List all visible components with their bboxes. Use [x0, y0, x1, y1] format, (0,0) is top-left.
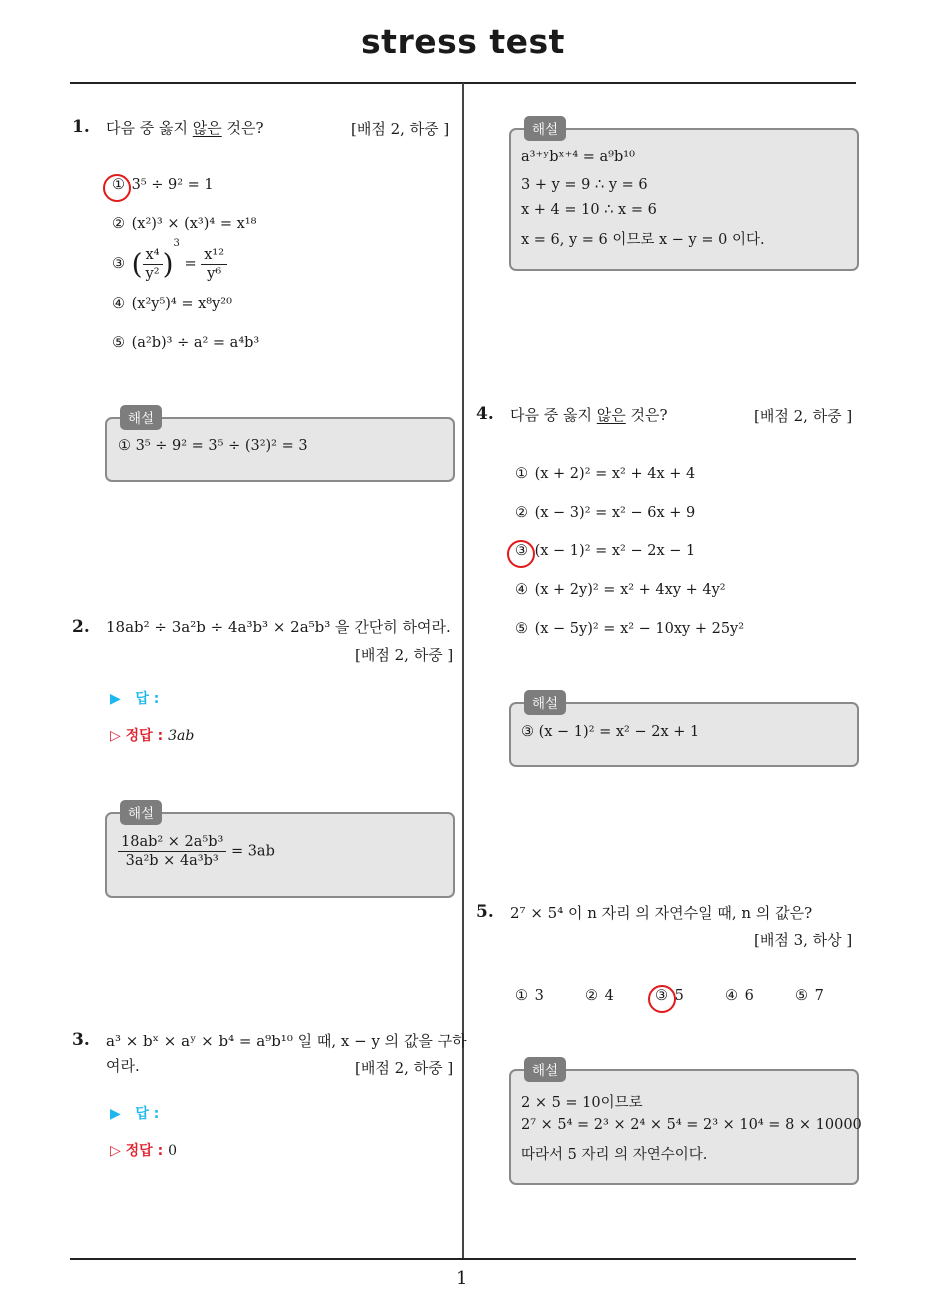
- q3-solution-line-4: x = 6, y = 6 이므로 x − y = 0 이다.: [521, 232, 765, 248]
- q4-option-5[interactable]: ⑤ (x − 5y)² = x² − 10xy + 25y²: [515, 621, 745, 637]
- q3-number: 3.: [72, 1030, 90, 1050]
- q4-text: 다음 중 옳지 않은 것은?: [510, 406, 668, 424]
- q5-solution-line-3: 따라서 5 자리 의 자연수이다.: [521, 1147, 708, 1163]
- q1-number: 1.: [72, 117, 90, 137]
- q5-option-2[interactable]: ② 4: [585, 988, 614, 1004]
- q4-answer-mark: [507, 540, 535, 568]
- q1-option-3[interactable]: ③ ( $\frac{\text{x⁴}}{\text{y²}}$ )$^3$ = $\frac{\text{x¹²}}{\text{y⁶}}$: [110, 244, 227, 283]
- q4-solution-label: 해설: [524, 690, 566, 715]
- q5-option-4[interactable]: ④ 6: [725, 988, 754, 1004]
- q5-option-3[interactable]: ③ 5: [655, 988, 684, 1004]
- q3-answer-row[interactable]: ▶ 답 :: [110, 1106, 160, 1122]
- q2-correct-row: ▷ 정답 : 3ab: [110, 728, 195, 744]
- q1-option-2[interactable]: ② (x²)³ × (x³)⁴ = x¹⁸: [112, 216, 257, 232]
- q3-text-line1: a³ × bˣ × aʸ × b⁴ = a⁹b¹⁰ 일 때, x − y 의 값을 구하: [106, 1032, 467, 1050]
- q2-answer-row[interactable]: ▶ 답 :: [110, 691, 160, 707]
- q3-solution-line-2: 3 + y = 9 ∴ y = 6: [521, 177, 648, 193]
- q5-number: 5.: [476, 902, 494, 922]
- q2-number: 2.: [72, 617, 90, 637]
- q3-tag: [배점 2, 하중 ]: [355, 1059, 454, 1077]
- q1-text: 다음 중 옳지 않은 것은?: [106, 119, 264, 137]
- q2-tag: [배점 2, 하중 ]: [355, 646, 454, 664]
- page-number: 1: [456, 1268, 468, 1289]
- q2-text: 18ab² ÷ 3a²b ÷ 4a³b³ × 2a⁵b³ 을 간단히 하여라.: [106, 618, 451, 636]
- q4-option-4[interactable]: ④ (x + 2y)² = x² + 4xy + 4y²: [515, 582, 726, 598]
- q5-text: 2⁷ × 5⁴ 이 n 자리 의 자연수일 때, n 의 값은?: [510, 904, 813, 922]
- q5-solution-label: 해설: [524, 1057, 566, 1082]
- q1-option-5[interactable]: ⑤ (a²b)³ ÷ a² = a⁴b³: [112, 335, 260, 351]
- q1-solution-label: 해설: [120, 405, 162, 430]
- footer-rule: [70, 1258, 856, 1260]
- q4-number: 4.: [476, 404, 494, 424]
- q5-solution-line-2: 2⁷ × 5⁴ = 2³ × 2⁴ × 5⁴ = 2³ × 10⁴ = 8 × 10000: [521, 1117, 862, 1133]
- q2-solution-text: $\frac{\text{18ab² × 2a⁵b³}}{\text{3a²b × 4a³b³}}$ = 3ab: [118, 833, 275, 870]
- q4-option-1[interactable]: ① (x + 2)² = x² + 4x + 4: [515, 466, 696, 482]
- q3-solution-line-1: a³⁺ʸbˣ⁺⁴ = a⁹b¹⁰: [521, 149, 635, 165]
- q1-answer-mark: [103, 174, 131, 202]
- column-divider: [462, 83, 464, 1259]
- q4-solution-text: ③ (x − 1)² = x² − 2x + 1: [521, 724, 700, 740]
- q5-answer-mark: [648, 985, 676, 1013]
- q4-option-3[interactable]: ③ (x − 1)² = x² − 2x − 1: [515, 543, 696, 559]
- q4-underlined: 않은: [596, 406, 626, 424]
- q5-option-5[interactable]: ⑤ 7: [795, 988, 824, 1004]
- q3-solution-line-3: x + 4 = 10 ∴ x = 6: [521, 202, 657, 218]
- q2-solution-label: 해설: [120, 800, 162, 825]
- q1-option-4[interactable]: ④ (x²y⁵)⁴ = x⁸y²⁰: [112, 296, 232, 312]
- q1-option-1[interactable]: ① 3⁵ ÷ 9² = 1: [112, 177, 214, 193]
- q3-correct-row: ▷ 정답 : 0: [110, 1143, 177, 1159]
- q3-solution-label: 해설: [524, 116, 566, 141]
- q5-option-1[interactable]: ① 3: [515, 988, 544, 1004]
- q5-tag: [배점 3, 하상 ]: [754, 931, 853, 949]
- q5-solution-line-1: 2 × 5 = 10이므로: [521, 1095, 643, 1111]
- q4-tag: [배점 2, 하중 ]: [754, 407, 853, 425]
- q1-tag: [배점 2, 하중 ]: [351, 120, 450, 138]
- q3-text-line2: 여라.: [106, 1057, 140, 1075]
- q1-solution-text: ① 3⁵ ÷ 9² = 3⁵ ÷ (3²)² = 3: [118, 438, 308, 454]
- q1-underlined: 않은: [192, 119, 222, 137]
- q4-option-2[interactable]: ② (x − 3)² = x² − 6x + 9: [515, 505, 696, 521]
- page-title: stress test: [361, 22, 565, 61]
